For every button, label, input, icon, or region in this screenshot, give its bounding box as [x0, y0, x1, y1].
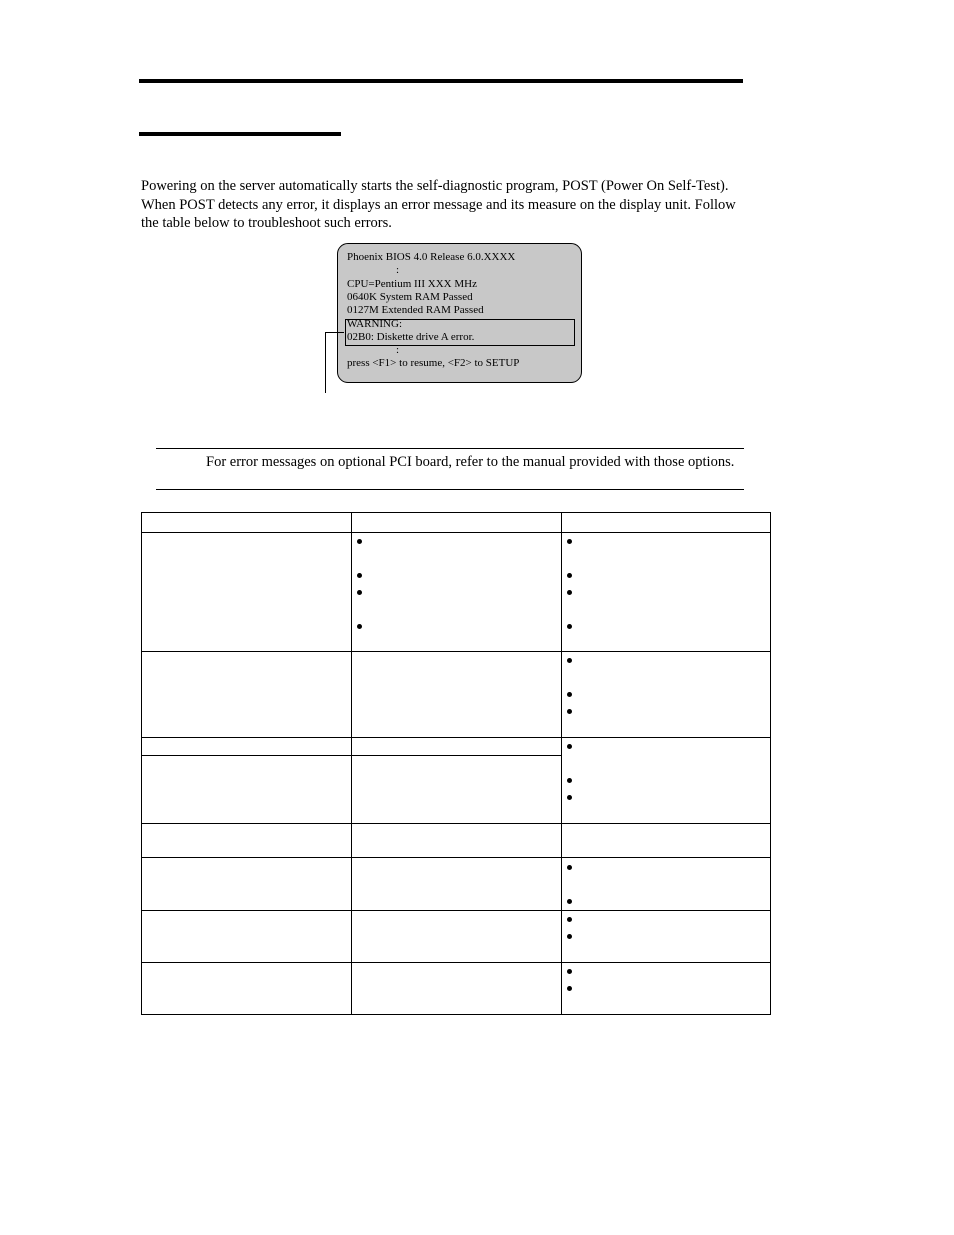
table-cell: [141, 823, 352, 858]
table-cell: [351, 823, 562, 858]
table-header-cell: [561, 512, 771, 533]
table-cell: [561, 737, 771, 824]
bullet: [567, 573, 572, 578]
table-cell: [141, 962, 352, 1015]
bios-line: WARNING:: [347, 318, 402, 330]
table-cell: [351, 857, 562, 911]
bullet: [567, 778, 572, 783]
bullet: [567, 917, 572, 922]
table-cell: [561, 910, 771, 963]
table-cell: [351, 532, 562, 652]
bios-line: 02B0: Diskette drive A error.: [347, 331, 475, 343]
bullet: [567, 658, 572, 663]
bullet: [357, 539, 362, 544]
bios-line: :: [396, 264, 400, 276]
bios-line: press <F1> to resume, <F2> to SETUP: [347, 357, 520, 369]
bullet: [567, 865, 572, 870]
bullet: [567, 590, 572, 595]
bios-line: Phoenix BIOS 4.0 Release 6.0.XXXX: [347, 251, 516, 263]
table-cell: [141, 651, 352, 738]
table-cell: [561, 823, 771, 858]
bullet: [357, 573, 362, 578]
bullet: [567, 986, 572, 991]
table-cell: [561, 857, 771, 911]
bullet: [567, 969, 572, 974]
table-cell: [141, 910, 352, 963]
table-cell: [561, 962, 771, 1015]
bullet: [567, 539, 572, 544]
bullet: [567, 624, 572, 629]
bullet: [357, 624, 362, 629]
table-cell: [141, 532, 352, 652]
bios-line: 0127M Extended RAM Passed: [347, 304, 484, 316]
table-cell: [141, 755, 352, 824]
table-cell: [351, 755, 562, 824]
bullet: [567, 795, 572, 800]
bios-line: :: [396, 344, 400, 356]
table-cell: [561, 532, 771, 652]
bullet: [567, 709, 572, 714]
bios-line: CPU=Pentium III XXX MHz: [347, 278, 477, 290]
bullet: [567, 692, 572, 697]
table-cell: [351, 962, 562, 1015]
bullet: [567, 744, 572, 749]
bullet: [567, 934, 572, 939]
table-cell: [561, 651, 771, 738]
table-cell: [141, 857, 352, 911]
table-header-cell: [351, 512, 562, 533]
table-header-cell: [141, 512, 352, 533]
bios-line: 0640K System RAM Passed: [347, 291, 473, 303]
intro-paragraph: Powering on the server automatically starts the self-diagnostic program, POST (Power On Self-Test). When POST detects any error, it displays an error message and its measure on the display unit. Follow the table below to troubleshoot such errors.: [141, 178, 736, 231]
table-cell: [141, 737, 352, 756]
note-text: For error messages on optional PCI board, refer to the manual provided with those options.: [206, 454, 735, 470]
table-cell: [351, 910, 562, 963]
table-cell: [351, 737, 562, 756]
bullet: [567, 899, 572, 904]
bullet: [357, 590, 362, 595]
table-cell: [351, 651, 562, 738]
